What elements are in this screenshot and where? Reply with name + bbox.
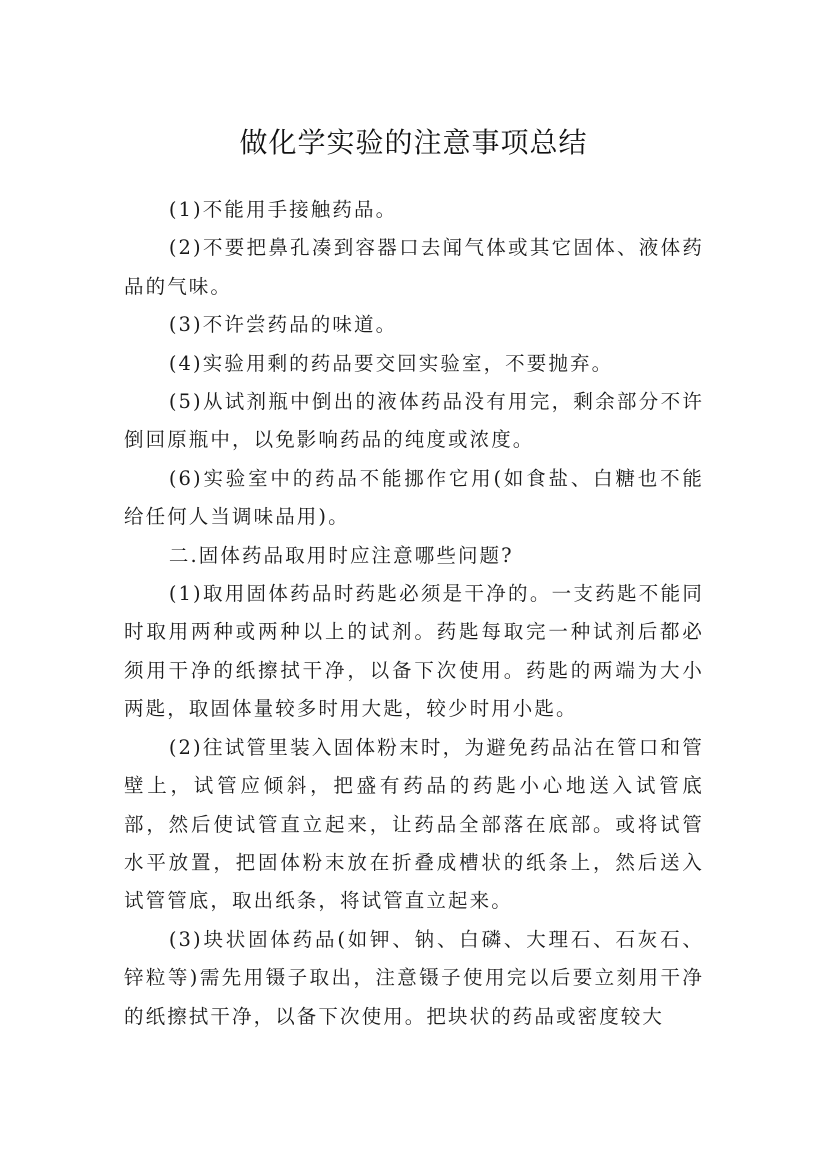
section-heading: 二.固体药品取用时应注意哪些问题? [168, 543, 514, 567]
paragraph: (4)实验用剩的药品要交回实验室，不要抛弃。 [168, 351, 614, 375]
paragraph: (1)取用固体药品时药匙必须是干净的。一支药匙不能同时取用两种或两种以上的试剂。药匙每取完一种试剂后都必须用干净的纸擦拭干净，以备下次使用。药匙的两端为大小两匙，取固体量较多时用大匙，较少时用小匙。 [124, 582, 704, 721]
document-body [124, 191, 704, 1036]
paragraph: (3)块状固体药品(如钾、钠、白磷、大理石、石灰石、锌粒等)需先用镊子取出，注意镊子使用完以后要立刻用干净的纸擦拭干净，以备下次使用。把块状的药品或密度较大 [124, 927, 704, 1028]
paragraph: (3)不许尝药品的味道。 [168, 313, 398, 337]
paragraph: (1)不能用手接触药品。 [168, 198, 398, 221]
paragraph: (2)不要把鼻孔凑到容器口去闻气体或其它固体、液体药品的气味。 [124, 236, 704, 298]
paragraph: (6)实验室中的药品不能挪作它用(如食盐、白糖也不能给任何人当调味品用)。 [124, 466, 704, 529]
paragraph: (5)从试剂瓶中倒出的液体药品没有用完，剩余部分不许倒回原瓶中，以免影响药品的纯度或浓度。 [124, 390, 704, 452]
document-title: 做化学实验的注意事项总结 [239, 125, 588, 159]
paragraph: (2)往试管里装入固体粉末时，为避免药品沾在管口和管壁上，试管应倾斜，把盛有药品的药匙小心地送入试管底部，然后使试管直立起来，让药品全部落在底部。或将试管水平放置，把固体粉末放在折叠成槽状的纸条上，然后送入试管管底，取出纸条，将试管直立起来。 [124, 735, 704, 913]
